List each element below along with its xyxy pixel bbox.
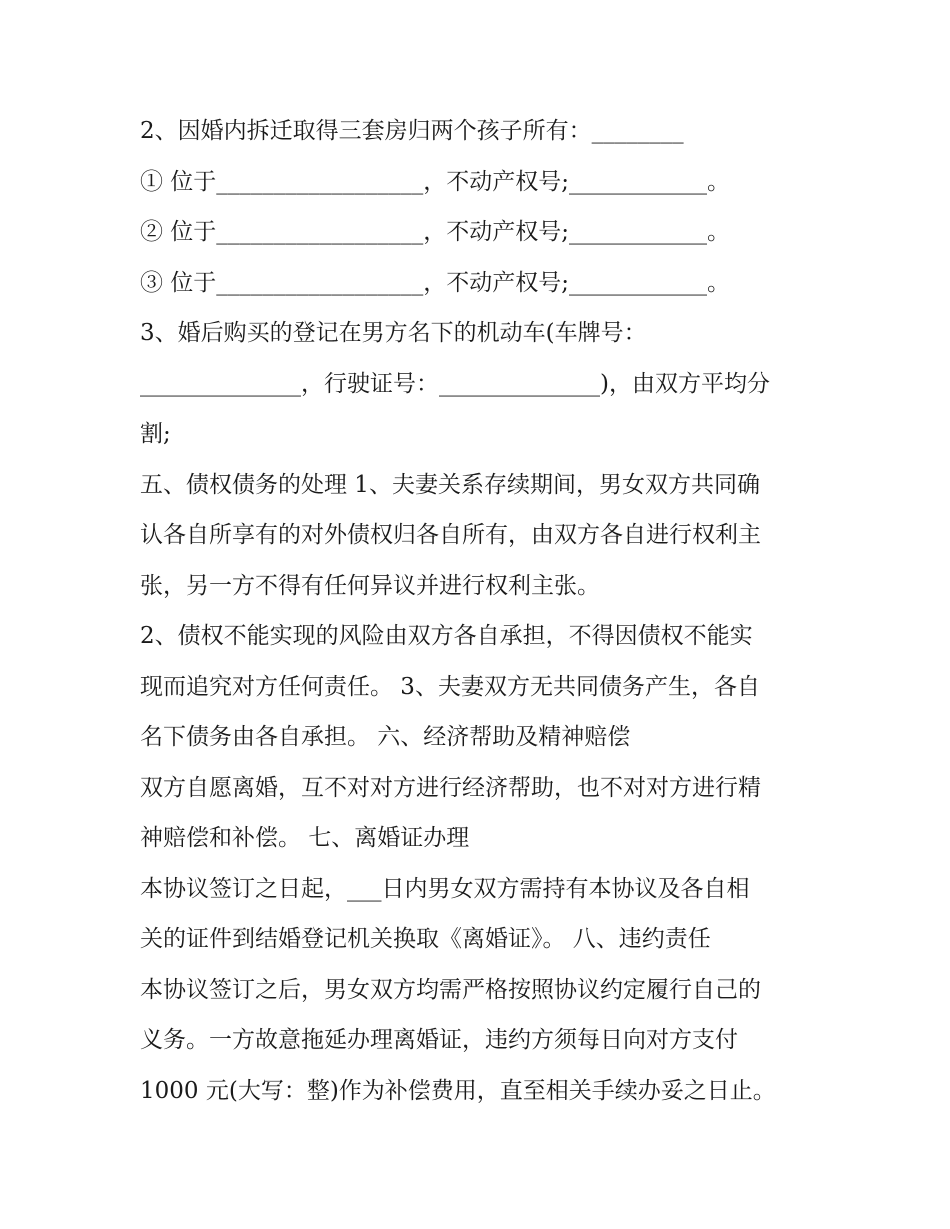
text-line: 现而追究对方任何责任。 3、夫妻双方无共同债务产生，各自: [140, 674, 760, 700]
text-line: 割;: [140, 421, 171, 447]
text-line: ① 位于__________________，不动产权号;____________。: [140, 169, 731, 195]
text-line: 2、债权不能实现的风险由双方各自承担，不得因债权不能实: [140, 623, 753, 649]
text-line: 3、婚后购买的登记在男方名下的机动车(车牌号：: [140, 320, 647, 346]
text-line: 本协议签订之日起，___日内男女双方需持有本协议及各自相: [140, 876, 750, 902]
text-line: 义务。一方故意拖延办理离婚证，违约方须每日向对方支付: [140, 1027, 738, 1053]
text-line: ______________，行驶证号：______________)，由双方平均分: [140, 371, 770, 397]
text-line: 张，另一方不得有任何异议并进行权利主张。: [140, 573, 600, 599]
text-line: 本协议签订之后，男女双方均需严格按照协议约定履行自己的: [140, 977, 761, 1003]
text-line: ③ 位于__________________，不动产权号;____________。: [140, 270, 731, 296]
text-line: ② 位于__________________，不动产权号;____________。: [140, 219, 731, 245]
section-heading-line: 关的证件到结婚登记机关换取《离婚证》。 八、违约责任: [140, 926, 711, 952]
section-heading-line: 名下债务由各自承担。 六、经济帮助及精神赔偿: [140, 724, 631, 750]
text-line: 2、因婚内拆迁取得三套房归两个孩子所有：________: [140, 118, 684, 144]
text-line: 认各自所享有的对外债权归各自所有，由双方各自进行权利主: [140, 522, 761, 548]
text-line: 1000 元(大写：整)作为补偿费用，直至相关手续办妥之日止。: [140, 1078, 776, 1104]
section-heading-line: 神赔偿和补偿。 七、离婚证办理: [140, 825, 470, 851]
section-heading-line: 五、债权债务的处理 1、夫妻关系存续期间，男女双方共同确: [140, 472, 760, 498]
text-line: 双方自愿离婚，互不对对方进行经济帮助，也不对对方进行精: [140, 775, 761, 801]
